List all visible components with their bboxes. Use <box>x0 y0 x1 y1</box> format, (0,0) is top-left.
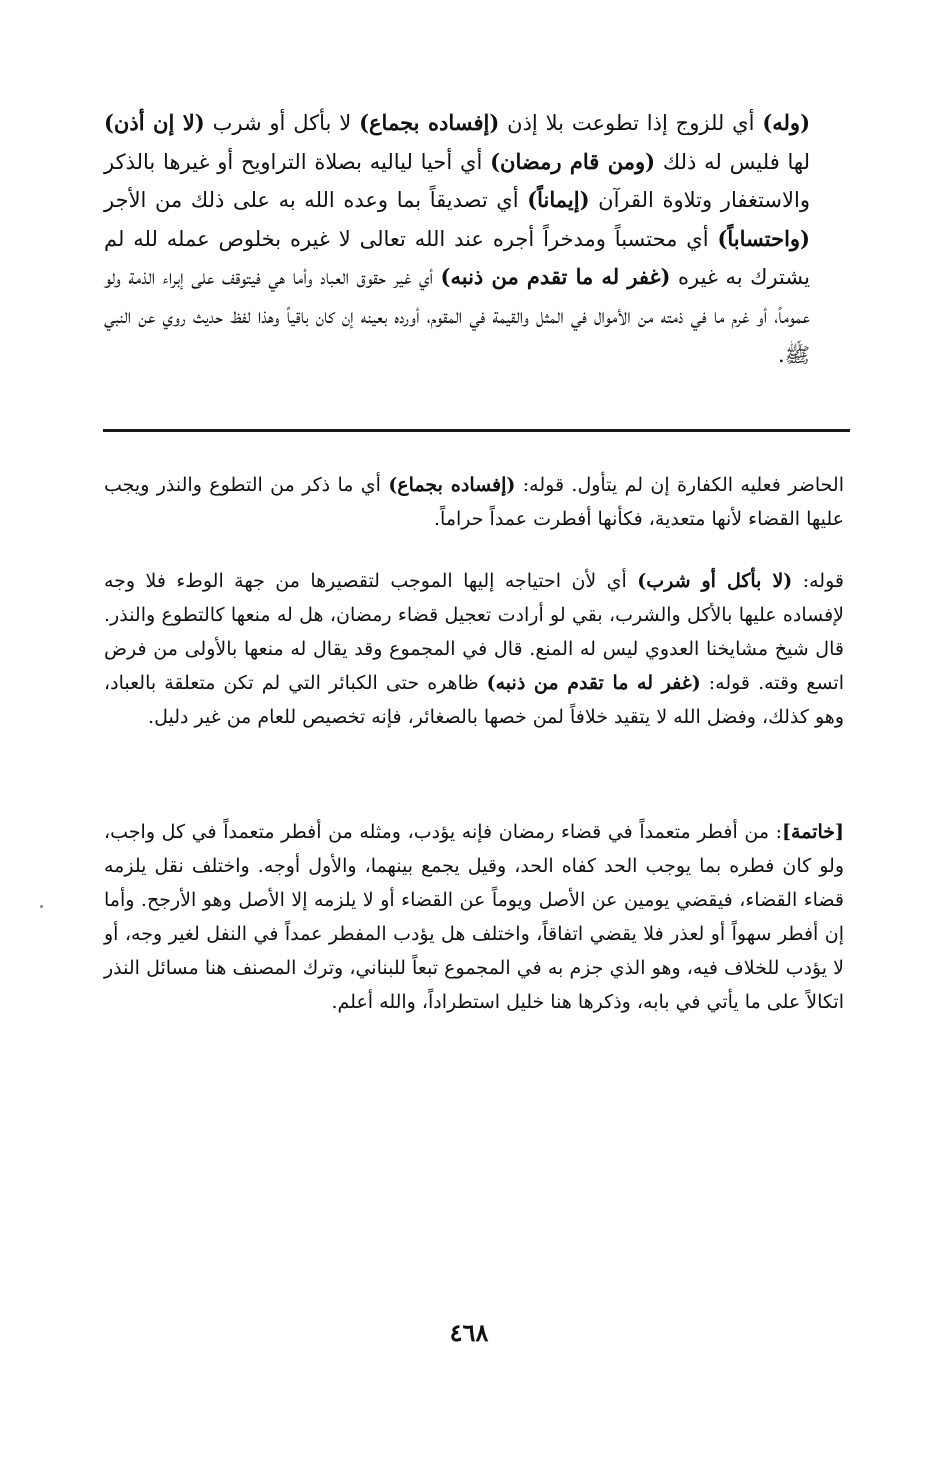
main-commentary: أي محتسباً ومدخراً أجره عند الله تعالى لا غيره بخلوص عمله لله لم يشترك به غيره <box>104 226 810 290</box>
footnote-term: (إفساده بجماع) <box>388 474 516 496</box>
main-term: (ومن قام رمضان) <box>490 148 656 174</box>
main-commentary: أي غير حقوق العباد وأما هي فيتوقف على إبراء الذمة ولو عموماً، أو غرم ما في ذمته من الأموال في المثل والقيمة في المقوم، أورده بعينه إن كان باقياً وهذا لفظ حديث روي عن النبي ﷺ. <box>104 265 810 367</box>
footnote-paragraph-2 <box>104 564 844 734</box>
footnote-paragraph-3 <box>104 815 844 1019</box>
main-commentary: أي للزوج إذا تطوعت بلا إذن <box>499 111 763 135</box>
footnote-text: الحاضر فعليه الكفارة إن لم يتأول. قوله: <box>515 474 844 496</box>
main-text <box>104 104 810 374</box>
page-number: ٤٦٨ <box>449 1318 489 1347</box>
footnote-term: (غفر له ما تقدم من ذنبه) <box>486 672 701 694</box>
footnote-text: أي لأن احتياجه إليها الموجب لتقصيرها من جهة الوطء فلا وجه لإفساده عليها بالأكل والشرب، بقي لو أرادت تعجيل قضاء رمضان، هل له منعها كالتطوع والنذر. قال شيخ مشايخنا العدوي ليس له المنع. قال في المجموع وقد يقال له منعها بالأولى من فرض اتسع وقته. قوله: <box>104 570 844 694</box>
footnote-divider <box>103 429 850 432</box>
main-term: (وله) <box>762 110 810 135</box>
footnote-term: (لا بأكل أو شرب) <box>637 570 793 592</box>
footnote-text: : من أفطر متعمداً في قضاء رمضان فإنه يؤدب، ومثله من أفطر متعمداً في كل واجب، ولو كان فطره بما يوجب الحد كفاه الحد، وقيل يجمع بينهما، والأول أوجه. واختلف نقل يلزمه قضاء القضاء، فيقضي يومين عن الأصل ويوماً عن القضاء أو لا يلزمه إلا الأصل وهو الأرجح. وأما إن أفطر سهواً أو لعذر فلا يقضي اتفاقاً، واختلف هل يؤدب المفطر عمداً في النفل لغير وجه، أو لا يؤدب للخلاف فيه، وهو الذي جزم به في المجموع تبعاً للبناني، وترك المصنف هنا مسائل النذر اتكالاً على ما يأتي في بابه، وذكرها هنا خليل استطراداً، والله أعلم. <box>104 821 844 1013</box>
footnote-text: قوله: <box>792 570 844 592</box>
scan-speck <box>40 905 43 908</box>
main-term: (إفساده بجماع) <box>359 110 500 135</box>
main-term: (غفر له ما تقدم من ذنبه) <box>440 264 671 290</box>
main-commentary: لها فليس له ذلك <box>655 149 811 174</box>
footnote-term: [خاتمة] <box>782 821 844 843</box>
main-commentary: أي أحيا لياليه بصلاة التراويح أو غيرها بالذكر والاستغفار وتلاوة القرآن <box>104 149 810 213</box>
main-term: (إيماناً) <box>527 187 590 213</box>
main-commentary: أي تصديقاً بما وعده الله به على ذلك من الأجر <box>104 188 528 213</box>
footnote-text: أي ما ذكر من التطوع والنذر ويجب عليها القضاء لأنها متعدية، فكأنها أفطرت عمداً حراماً. <box>104 474 844 530</box>
main-term: (واحتساباً) <box>717 225 810 251</box>
main-term: (لا إن أذن) <box>104 110 205 135</box>
footnote-paragraph-1 <box>104 468 844 536</box>
footnote-text: ظاهره حتى الكبائر التي لم تكن متعلقة بالعباد، وهو كذلك، وفضل الله لا يتقيد خلافاً لمن خصها بالصغائر، فإنه تخصيص للعام من غير دليل. <box>104 672 844 728</box>
main-commentary: لا بأكل أو شرب <box>204 111 360 135</box>
